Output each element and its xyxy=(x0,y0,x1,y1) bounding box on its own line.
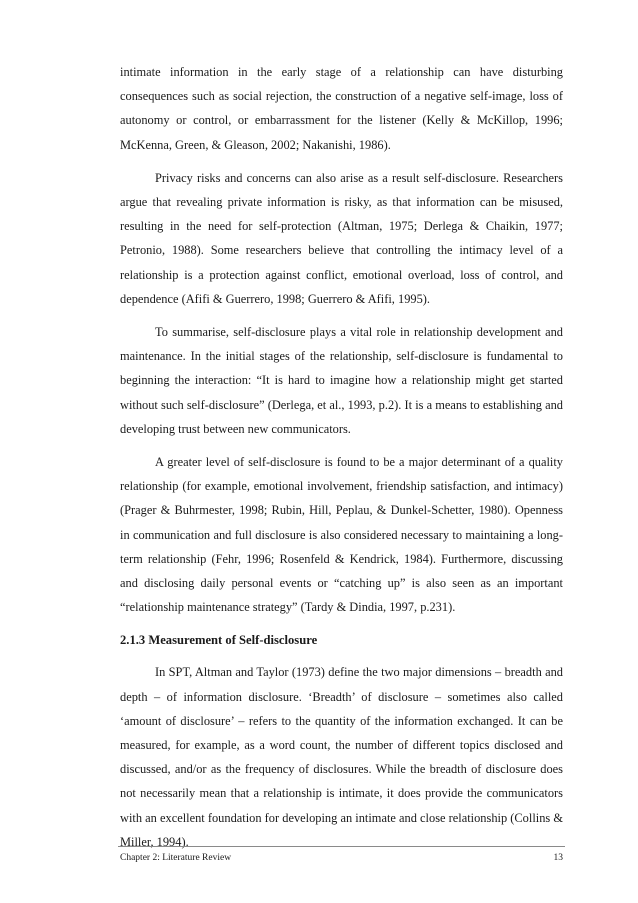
page-number: 13 xyxy=(553,853,563,863)
page-footer xyxy=(120,853,563,863)
paragraph-measurement: In SPT, Altman and Taylor (1973) define the two major dimensions – breadth and depth – of information disclosure. ‘Breadth’ of disclosure – sometimes also called ‘amount of disclosure’ – refers to the quantity of the information exchanged. It can be measured, for example, as a word count, the number of different topics disclosed and discussed, and/or as the frequency of disclosures. While the breadth of disclosure does not necessarily mean that a relationship is intimate, it does provide the communicators with an excellent foundation for developing an intimate and close relationship (Collins & Miller, 1994). xyxy=(120,665,563,849)
paragraph-privacy-risks: Privacy risks and concerns can also arise as a result self-disclosure. Researchers argue that revealing private information is risky, as that information can be misused, resulting in the need for self-protection (Altman, 1975; Derlega & Chaikin, 1977; Petronio, 1988). Some researchers believe that controlling the intimacy level of a relationship is a protection against conflict, emotional overload, loss of control, and dependence (Afifi & Guerrero, 1998; Guerrero & Afifi, 1995). xyxy=(120,170,563,306)
section-heading: 2.1.3 Measurement of Self-disclosure xyxy=(120,633,318,648)
paragraph-summary: To summarise, self-disclosure plays a vital role in relationship development and maintenance. In the initial stages of the relationship, self-disclosure is fundamental to beginning the interaction: “It is hard to imagine how a relationship might get started without such self-disclosure” (Derlega, et al., 1993, p.2). It is a means to establishing and developing trust between new communicators. xyxy=(120,325,563,436)
footer-chapter-title: Chapter 2: Literature Review xyxy=(120,853,232,863)
paragraph-continuation: intimate information in the early stage of a relationship can have disturbing consequences such as social rejection, the construction of a negative self-image, loss of autonomy or control, or embarrassment for the listener (Kelly & McKillop, 1996; McKenna, Green, & Gleason, 2002; Nakanishi, 1986). xyxy=(120,65,563,152)
body-text xyxy=(120,60,563,863)
paragraph-relationship-quality: A greater level of self-disclosure is found to be a major determinant of a quality relationship (for example, emotional involvement, friendship satisfaction, and intimacy) (Prager & Buhrmester, 1998; Rubin, Hill, Peplau, & Dunkel-Schetter, 1980). Openness in communication and full disclosure is also considered necessary to maintaining a long-term relationship (Fehr, 1996; Rosenfeld & Kendrick, 1984). Furthermore, discussing and disclosing daily personal events or “catching up” is also seen as an important “relationship maintenance strategy” (Tardy & Dindia, 1997, p.231). xyxy=(120,455,563,615)
footer-divider xyxy=(118,846,565,847)
